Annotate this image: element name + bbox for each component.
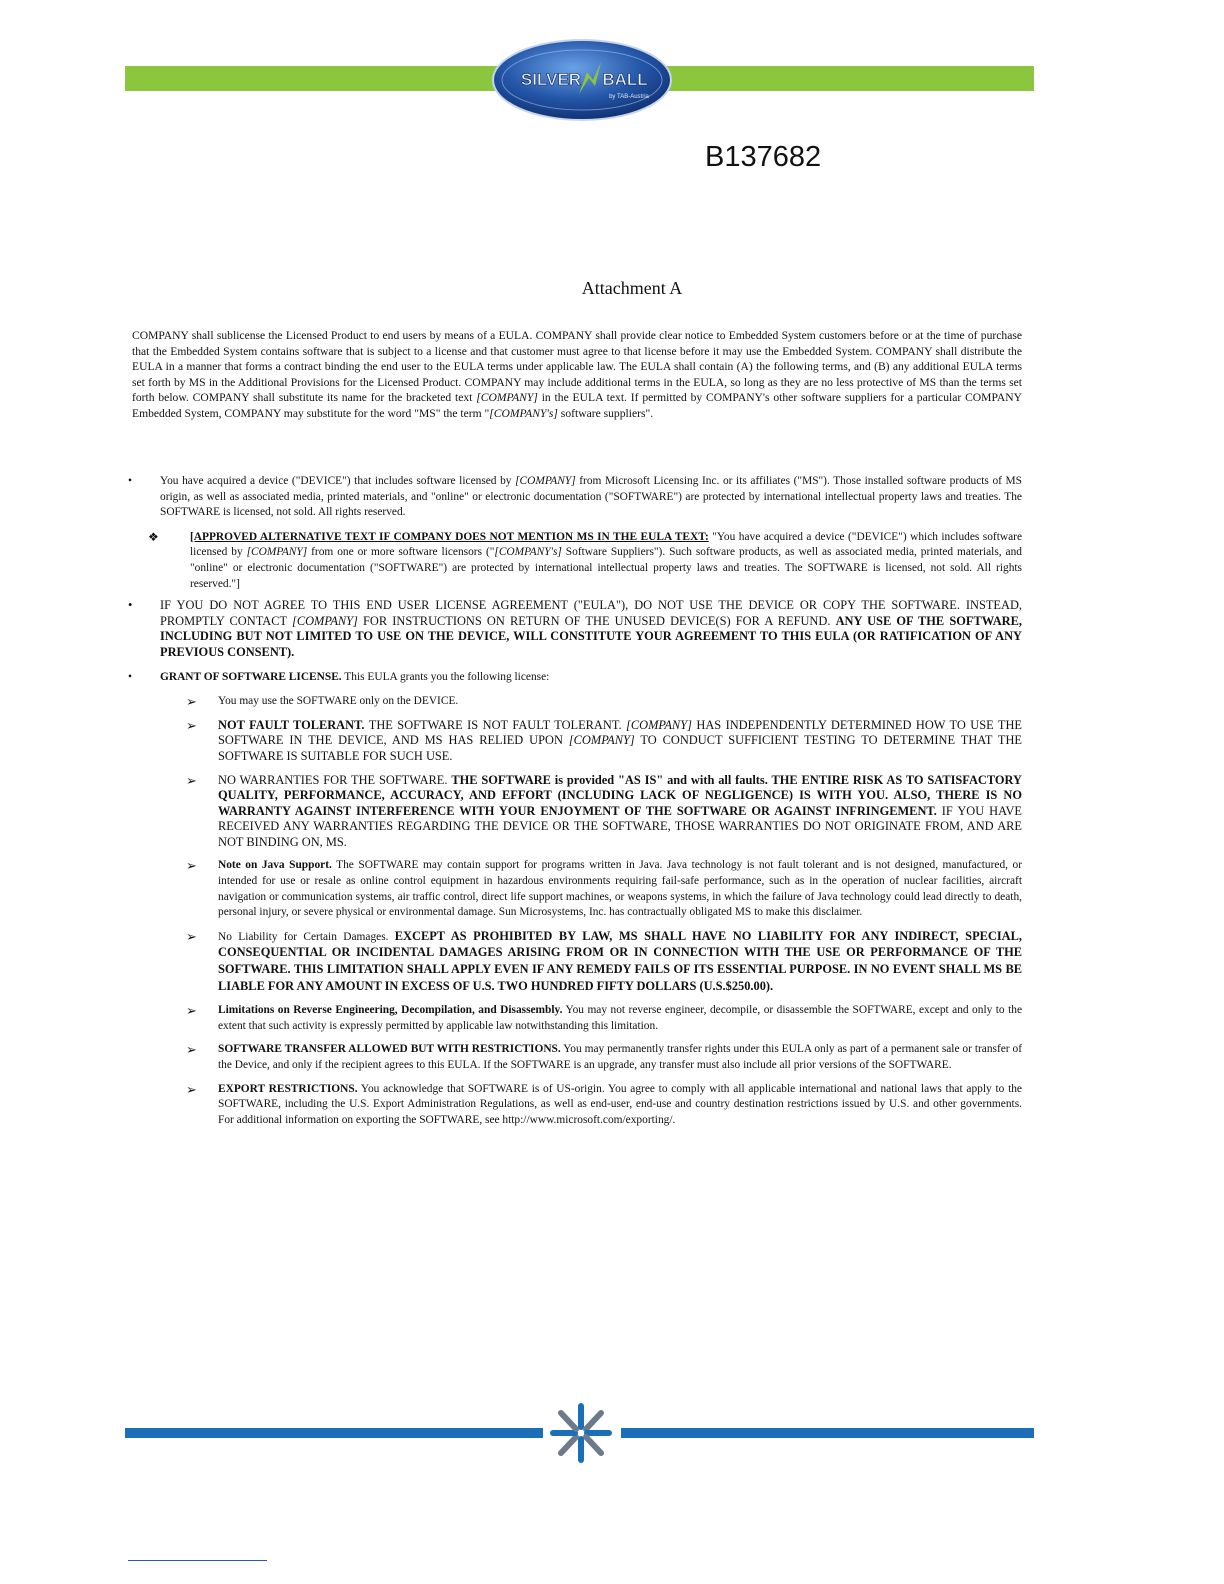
list-item: ❖ [APPROVED ALTERNATIVE TEXT IF COMPANY DOES NOT MENTION MS IN THE EULA TEXT: "You have acquired a device ("DEVICE") which includes software licensed by [COMPANY] from one or more software licensors ("[COMPANY's] Software Suppliers"). Such software products, as well as associated media, printed materials, and "online" or electronic documentation ("SOFTWARE") are protected by international intellectual property laws and treaties. The SOFTWARE is licensed, not sold. All rights reserved."] [148,529,1023,590]
placeholder-company-s: [COMPANY's] [489,406,558,420]
arrow-right-icon: ➢ [186,1042,197,1058]
arrow-right-icon: ➢ [186,1081,197,1097]
logo-text-right: BALL [602,70,648,89]
bullet-dot-icon: • [128,670,132,683]
footer-band-right [621,1428,1034,1438]
footnote-rule [128,1560,267,1561]
placeholder-company: [COMPANY] [292,613,358,628]
list-item: ➢ SOFTWARE TRANSFER ALLOWED BUT WITH RESTRICTIONS. You may permanently transfer rights under this EULA only as part of a permanent sale or transfer of the Device, and only if the recipient agrees to this EULA. If the SOFTWARE is an upgrade, any transfer must also include all prior versions of the SOFTWARE. [186,1042,1022,1071]
approved-alt-text-heading: [APPROVED ALTERNATIVE TEXT IF COMPANY DOES NOT MENTION MS IN THE EULA TEXT: [190,530,709,543]
logo-subtext: by TAB-Austria [609,94,649,100]
list-item: • IF YOU DO NOT AGREE TO THIS END USER LICENSE AGREEMENT ("EULA"), DO NOT USE THE DEVICE OR COPY THE SOFTWARE. INSTEAD, PROMPTLY CONTACT [COMPANY] FOR INSTRUCTIONS ON RETURN OF THE UNUSED DEVICE(S) FOR A REFUND. ANY USE OF THE SOFTWARE, INCLUDING BUT NOT LIMITED TO USE ON THE DEVICE, WILL CONSTITUTE YOUR AGREEMENT TO THIS EULA (OR RATIFICATION OF ANY PREVIOUS CONSENT). [128,598,1022,659]
diamond-icon: ❖ [148,529,159,544]
list-item: • You have acquired a device ("DEVICE") that includes software licensed by [COMPANY] from Microsoft Licensing Inc. or its affiliates ("MS"). Those installed software products of MS origin, as well as associated media, printed materials, and "online" or electronic documentation ("SOFTWARE") are protected by international intellectual property laws and treaties. The SOFTWARE is licensed, not sold. All rights reserved. [128,475,1022,519]
list-item: ➢ You may use the SOFTWARE only on the DEVICE. [186,694,459,710]
list-item: ➢ No Liability for Certain Damages. EXCEPT AS PROHIBITED BY LAW, MS SHALL HAVE NO LIABILITY FOR ANY INDIRECT, SPECIAL, CONSEQUENTIAL OR INCIDENTAL DAMAGES ARISING FROM OR IN CONNECTION WITH THE USE OR PERFORMANCE OF THE SOFTWARE. THIS LIMITATION SHALL APPLY EVEN IF ANY REMEDY FAILS OF ITS ESSENTIAL PURPOSE. IN NO EVENT SHALL MS BE LIABLE FOR ANY AMOUNT IN EXCESS OF U.S. TWO HUNDRED FIFTY DOLLARS (U.S.$250.00). [186,928,1022,993]
document-code: B137682 [705,141,822,173]
placeholder-company: [COMPANY] [515,475,576,487]
list-item: ➢ NOT FAULT TOLERANT. THE SOFTWARE IS NOT FAULT TOLERANT. [COMPANY] HAS INDEPENDENTLY DETERMINED HOW TO USE THE SOFTWARE IN THE DEVICE, AND MS HAS RELIED UPON [COMPANY] TO CONDUCT SUFFICIENT TESTING TO DETERMINE THAT THE SOFTWARE IS SUITABLE FOR SUCH USE. [186,717,1022,763]
silverball-logo [491,38,673,122]
placeholder-company: [COMPANY] [246,546,308,559]
arrow-right-icon: ➢ [186,928,197,944]
arrow-right-icon: ➢ [186,717,197,733]
arrow-right-icon: ➢ [186,1003,197,1019]
bullet-dot-icon: • [128,598,133,613]
intro-text: in the EULA text. If permitted by COMPANY's other software suppliers for a particular COMPANY Embedded System, COMPANY may substitute for the word "MS" the term " [132,391,1022,420]
intro-text: software suppliers". [557,406,654,420]
list-item: • GRANT OF SOFTWARE LICENSE. This EULA grants you the following license: [126,670,1022,686]
logo-text-left: SILVER [520,70,582,89]
placeholder-company: [COMPANY] [476,391,538,405]
list-item: ➢ Note on Java Support. The SOFTWARE may contain support for programs written in Java. Java technology is not fault tolerant and is not designed, manufactured, or intended for use or resale as online control equipment in hazardous environments requiring fail-safe performance, such as in the operation of nuclear facilities, aircraft navigation or communication systems, air traffic control, direct life support machines, or weapons systems, in which the failure of Java technology could lead directly to death, personal injury, or severe physical or environmental damage. Sun Microsystems, Inc. has contractually obligated MS to make this disclaimer. [186,858,1023,919]
arrow-right-icon: ➢ [186,694,197,710]
placeholder-company-s: [COMPANY's] [494,546,562,559]
list-item: ➢ NO WARRANTIES FOR THE SOFTWARE. THE SOFTWARE is provided "AS IS" and with all faults. THE ENTIRE RISK AS TO SATISFACTORY QUALITY, PERFORMANCE, ACCURACY, AND EFFORT (INCLUDING LACK OF NEGLIGENCE) IS WITH YOU. ALSO, THERE IS NO WARRANTY AGAINST INTERFERENCE WITH YOUR ENJOYMENT OF THE SOFTWARE OR AGAINST INFRINGEMENT. IF YOU HAVE RECEIVED ANY WARRANTIES REGARDING THE DEVICE OR THE SOFTWARE, THOSE WARRANTIES DO NOT ORIGINATE FROM, AND ARE NOT BINDING ON, MS. [186,772,1022,849]
grant-heading: GRANT OF SOFTWARE LICENSE. [160,670,342,683]
placeholder-company: [COMPANY] [626,717,692,732]
page-title: Attachment A [581,278,683,298]
intro-paragraph [132,328,1022,422]
agreement-warning: ANY USE OF THE SOFTWARE, INCLUDING BUT NOT LIMITED TO USE ON THE DEVICE, WILL CONSTITUTE YOUR AGREEMENT TO THIS EULA (OR RATIFICATION OF ANY PREVIOUS CONSENT). [160,613,1022,659]
list-item: ➢ EXPORT RESTRICTIONS. You acknowledge that SOFTWARE is of US-origin. You agree to comply with all applicable international and national laws that apply to the SOFTWARE, including the U.S. Export Administration Regulations, as well as end-user, end-use and country destination restrictions issued by U.S. and other governments. For additional information on exporting the SOFTWARE, see http://www.microsoft.com/exporting/. [186,1081,1022,1126]
arrow-right-icon: ➢ [186,772,197,788]
bullet-dot-icon: • [128,475,132,487]
placeholder-company: [COMPANY] [568,733,635,748]
star-burst-logo-icon [548,1402,614,1464]
footer-band-left [125,1428,543,1438]
license-terms-list [126,474,1022,1136]
intro-text: COMPANY shall sublicense the Licensed Product to end users by means of a EULA. COMPANY shall provide clear notice to Embedded System customers before or at the time of purchase that the Embedded System contains software that is subject to a license and that customer must agree to that license before it may use the Embedded System. COMPANY shall distribute the EULA in a manner that forms a contract binding the end user to the EULA terms under applicable law. The EULA shall contain (A) the following terms, and (B) any additional EULA terms set forth by MS in the Additional Provisions for the Licensed Product. COMPANY may include additional terms in the EULA, so long as they are no less protective of MS than the terms set forth below. COMPANY shall substitute its name for the bracketed text [132,329,1022,405]
list-item: ➢ Limitations on Reverse Engineering, Decompilation, and Disassembly. You may not reverse engineer, decompile, or disassemble the SOFTWARE, except and only to the extent that such activity is expressly permitted by applicable law notwithstanding this limitation. [186,1003,1022,1032]
arrow-right-icon: ➢ [186,858,197,874]
